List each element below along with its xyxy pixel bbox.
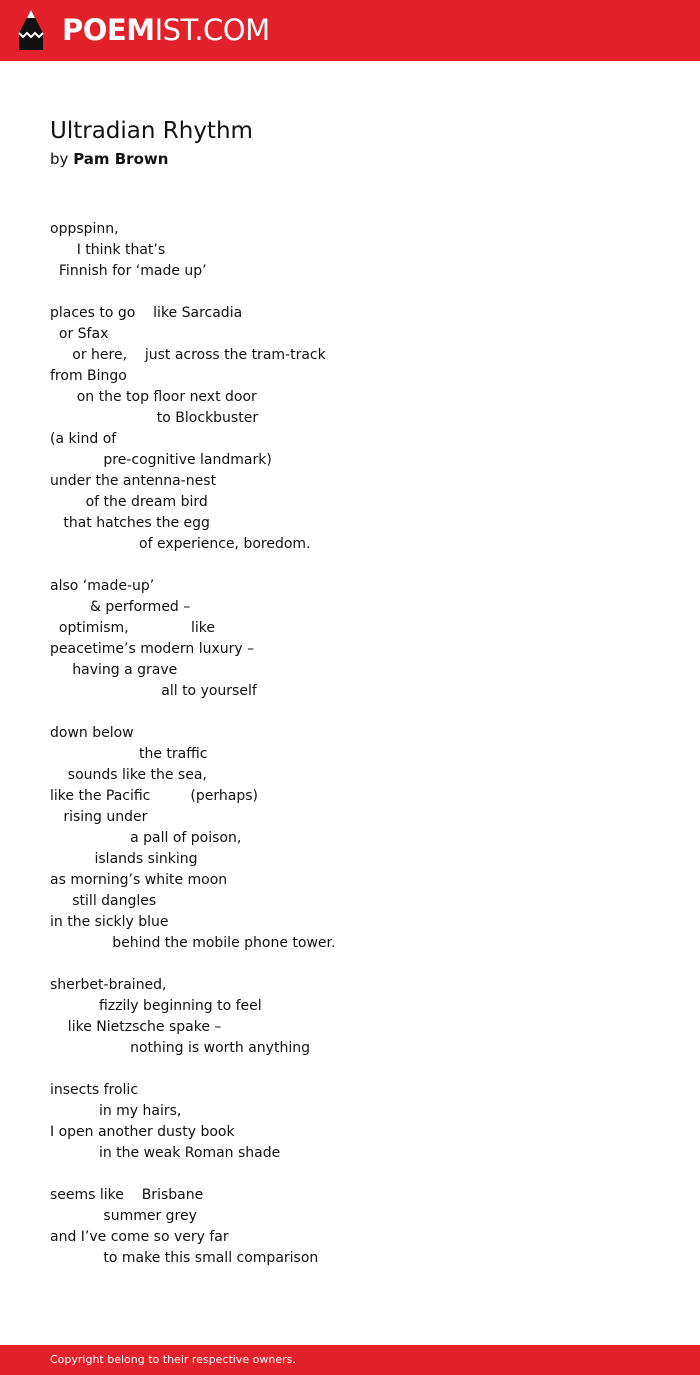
poem-line: islands sinking bbox=[50, 851, 198, 867]
poem-line: insects frolic bbox=[50, 1082, 139, 1098]
poem-line bbox=[50, 282, 670, 303]
poem-line: to make this small comparison bbox=[50, 1250, 319, 1266]
poem-line: I think that’s bbox=[50, 242, 166, 258]
poem-line: having a grave bbox=[50, 662, 178, 678]
poem-line bbox=[50, 1059, 670, 1080]
poem-line: I open another dusty book bbox=[50, 1124, 235, 1140]
site-footer bbox=[0, 1345, 700, 1375]
poem-line: rising under bbox=[50, 809, 148, 825]
poem-line: nothing is worth anything bbox=[50, 1040, 310, 1056]
poem-line: fizzily beginning to feel bbox=[50, 998, 262, 1014]
brand-bold-text: POEM bbox=[62, 13, 155, 47]
poem-line: under the antenna-nest bbox=[50, 473, 217, 489]
poem-line: on the top floor next door bbox=[50, 389, 257, 405]
poem-line bbox=[50, 1164, 670, 1185]
poem-line: places to go like Sarcadia bbox=[50, 305, 243, 321]
poem-line: the traffic bbox=[50, 746, 208, 762]
poem-line bbox=[50, 702, 670, 723]
poem-line: a pall of poison, bbox=[50, 830, 242, 846]
poem-line: and I’ve come so very far bbox=[50, 1229, 229, 1245]
poem-body bbox=[50, 219, 670, 1269]
poem-line: down below bbox=[50, 725, 134, 741]
poem-line: optimism, like bbox=[50, 620, 215, 636]
copyright-text: Copyright belong to their respective owners. bbox=[50, 1353, 296, 1366]
poem-line: in the weak Roman shade bbox=[50, 1145, 281, 1161]
poem-line: (a kind of bbox=[50, 431, 117, 447]
poem-line: Finnish for ‘made up’ bbox=[50, 263, 207, 279]
poem-title: Ultradian Rhythm bbox=[50, 118, 253, 144]
author-link[interactable]: Pam Brown bbox=[73, 150, 169, 168]
poem-line: sounds like the sea, bbox=[50, 767, 207, 783]
poem-line: or Sfax bbox=[50, 326, 109, 342]
poem-line: summer grey bbox=[50, 1208, 197, 1224]
poem-line: still dangles bbox=[50, 893, 157, 909]
poem-line: pre-cognitive landmark) bbox=[50, 452, 272, 468]
poem-line: in the sickly blue bbox=[50, 914, 169, 930]
poem-line: also ‘made-up’ bbox=[50, 578, 155, 594]
poem-line: & performed – bbox=[50, 599, 191, 615]
by-label: by bbox=[50, 150, 69, 168]
poem-line: sherbet-brained, bbox=[50, 977, 167, 993]
poem-line: seems like Brisbane bbox=[50, 1187, 204, 1203]
poem-line: as morning’s white moon bbox=[50, 872, 228, 888]
poem-line: that hatches the egg bbox=[50, 515, 210, 531]
poem-line: like Nietzsche spake – bbox=[50, 1019, 222, 1035]
poem-line: like the Pacific (perhaps) bbox=[50, 788, 258, 804]
brand-light-text: IST.COM bbox=[154, 13, 270, 47]
poem-line bbox=[50, 555, 670, 576]
poem-line: peacetime’s modern luxury – bbox=[50, 641, 255, 657]
site-header bbox=[0, 0, 700, 61]
byline bbox=[50, 148, 168, 170]
pencil-icon bbox=[18, 9, 44, 51]
site-logo-link[interactable] bbox=[18, 9, 270, 51]
poem-line: to Blockbuster bbox=[50, 410, 259, 426]
site-brand bbox=[62, 9, 270, 51]
poem-line: from Bingo bbox=[50, 368, 127, 384]
poem-line: in my hairs, bbox=[50, 1103, 182, 1119]
poem-line: of experience, boredom. bbox=[50, 536, 311, 552]
poem-line: of the dream bird bbox=[50, 494, 208, 510]
poem-line: behind the mobile phone tower. bbox=[50, 935, 336, 951]
poem-line: oppspinn, bbox=[50, 221, 119, 237]
poem-line: all to yourself bbox=[50, 683, 257, 699]
poem-line: or here, just across the tram-track bbox=[50, 347, 326, 363]
poem-line bbox=[50, 954, 670, 975]
